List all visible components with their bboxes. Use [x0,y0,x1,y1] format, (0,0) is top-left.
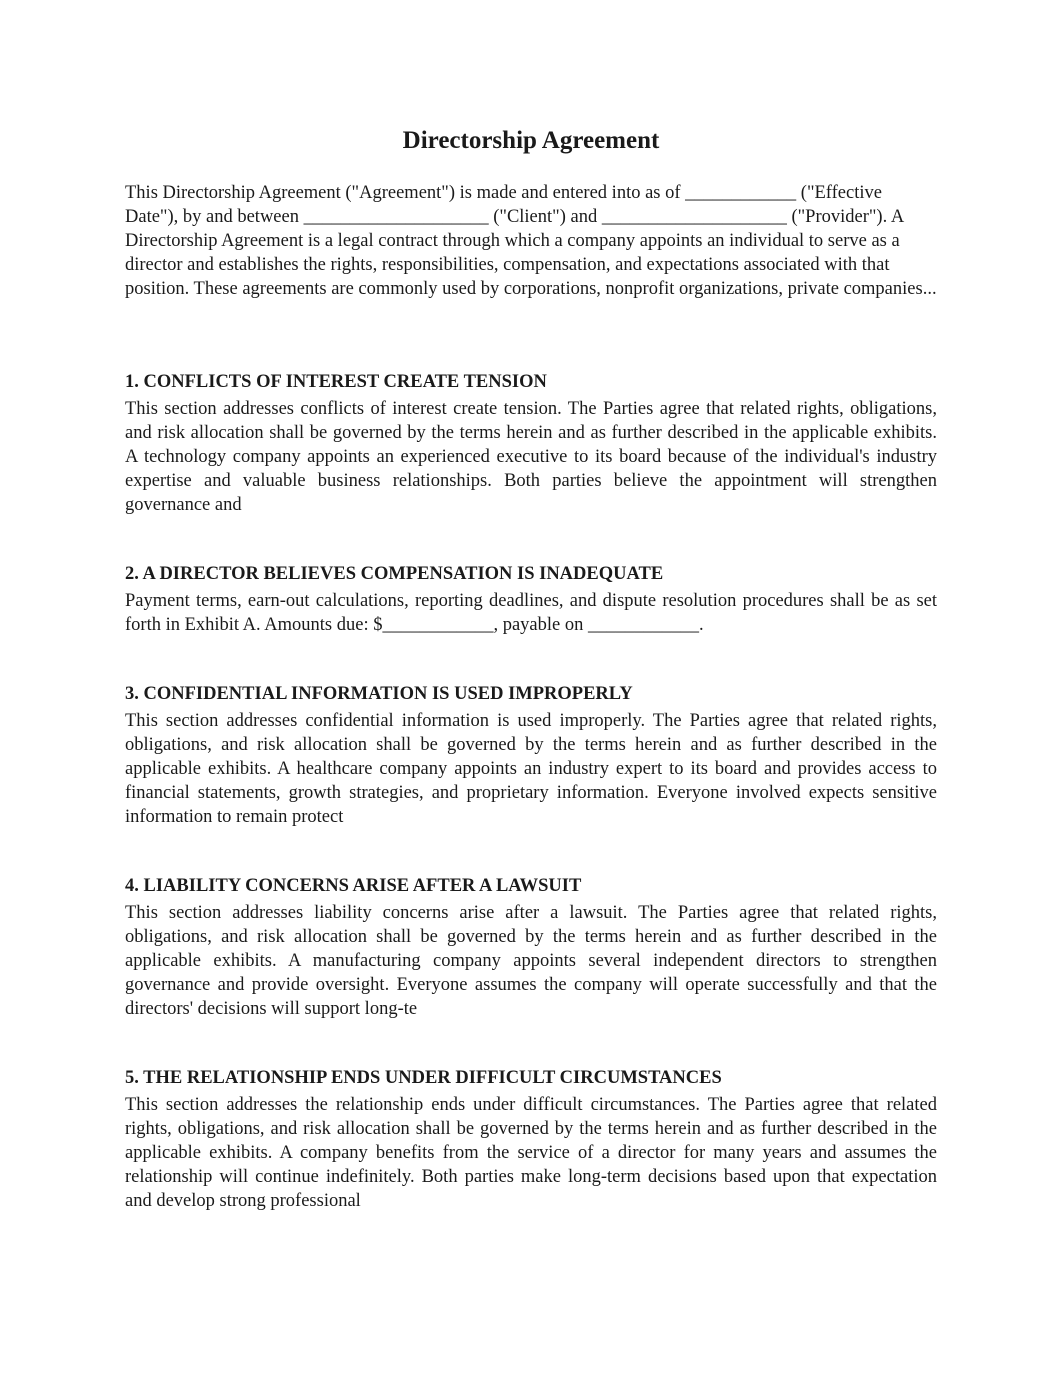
document-title: Directorship Agreement [402,127,660,154]
section-body-3: This section addresses confidential information is used improperly. The Parties agree that related rights, obligations, and risk allocation shall be governed by the terms herein and as further described in the applicable exhibits. A healthcare company appoints an industry expert to its board and provides access to financial statements, growth strategies, and proprietary information. Everyone involved expects sensitive information to remain protect [125,711,937,827]
section-heading-5: 5. THE RELATIONSHIP ENDS UNDER DIFFICULT CIRCUMSTANCES [125,1068,722,1088]
section-heading-1: 1. CONFLICTS OF INTEREST CREATE TENSION [125,372,547,392]
section-heading-4: 4. LIABILITY CONCERNS ARISE AFTER A LAWSUIT [125,876,582,896]
section-heading-3: 3. CONFIDENTIAL INFORMATION IS USED IMPROPERLY [125,684,633,704]
section-heading-2: 2. A DIRECTOR BELIEVES COMPENSATION IS INADEQUATE [125,564,664,584]
intro-paragraph: This Directorship Agreement ("Agreement") is made and entered into as of ____________ ("Effective Date"), by and between ____________________ ("Client") and ____________________ ("Provider"). A Directorship Agreement is a legal contract through which a company appoints an individual to serve as a director and establishes the rights, responsibilities, compensation, and expectations associated with that position. These agreements are commonly used by corporations, nonprofit organizations, private companies... [125,183,937,299]
section-body-1: This section addresses conflicts of interest create tension. The Parties agree that related rights, obligations, and risk allocation shall be governed by the terms herein and as further described in the applicable exhibits. A technology company appoints an experienced executive to its board because of the individual's industry expertise and valuable business relationships. Both parties believe the appointment will strengthen governance and [125,399,937,515]
section-body-5: This section addresses the relationship ends under difficult circumstances. The Parties agree that related rights, obligations, and risk allocation shall be governed by the terms herein and as further described in the applicable exhibits. A company benefits from the service of a director for many years and assumes the relationship will continue indefinitely. Both parties make long-term decisions based upon that expectation and develop strong professional [125,1095,937,1211]
section-body-4: This section addresses liability concerns arise after a lawsuit. The Parties agree that related rights, obligations, and risk allocation shall be governed by the terms herein and as further described in the applicable exhibits. A manufacturing company appoints several independent directors to strengthen governance and provide oversight. Everyone assumes the company will operate successfully and that the directors' decisions will support long-te [125,903,937,1019]
section-body-2: Payment terms, earn-out calculations, reporting deadlines, and dispute resolution procedures shall be as set forth in Exhibit A. Amounts due: $____________, payable on ____________. [125,591,937,635]
